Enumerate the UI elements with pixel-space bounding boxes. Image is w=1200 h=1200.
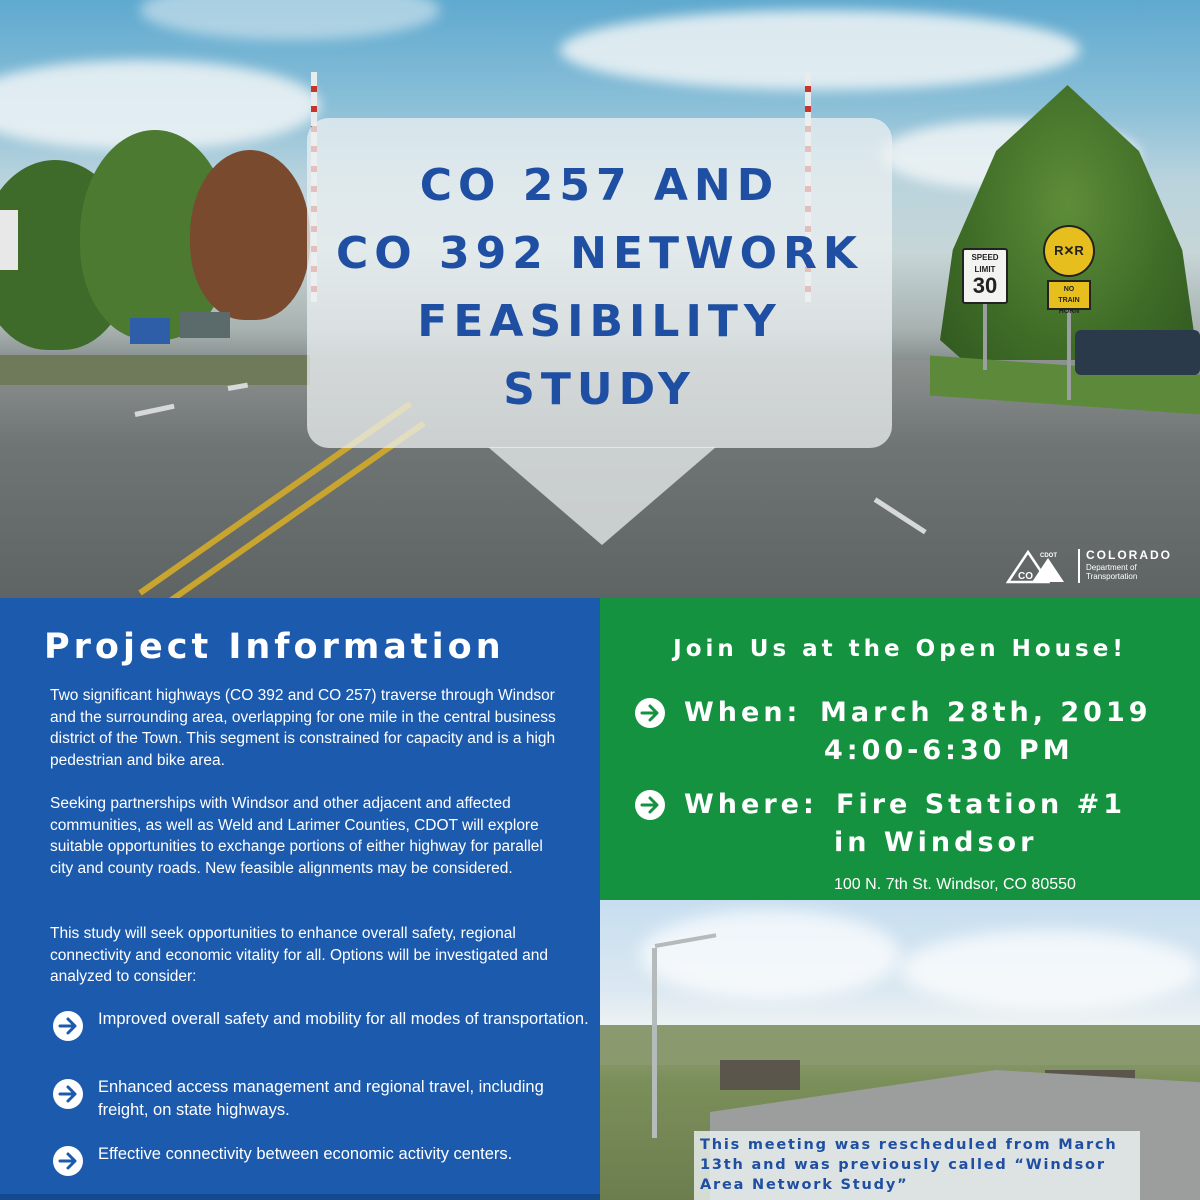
photo-cloud bbox=[900, 930, 1200, 1010]
napa-sign bbox=[130, 318, 170, 344]
title-bubble-tail bbox=[488, 447, 716, 545]
where-label: Where: bbox=[684, 789, 818, 820]
where-place-line1: Fire Station #1 bbox=[836, 789, 1127, 820]
speed-sign-value: 30 bbox=[972, 273, 998, 298]
page-title bbox=[307, 152, 892, 424]
open-house-heading: Join Us at the Open House! bbox=[673, 636, 1127, 662]
title-line-1: CO 257 AND bbox=[419, 160, 780, 211]
no-train-horn-sign bbox=[1047, 280, 1091, 315]
moreno-sign bbox=[180, 312, 230, 338]
bullet-text: Improved overall safety and mobility for all modes of transportation. bbox=[98, 1010, 589, 1028]
speed-sign-line2: LIMIT bbox=[974, 265, 996, 274]
bullet-text: Effective connectivity between economic activity centers. bbox=[98, 1145, 513, 1163]
paragraph-1: Two significant highways (CO 392 and CO 257) traverse through Windsor and the surrounding area, overlapping for one mile in the central business district of the Town. This segment is constrained for capacity and is a high pedestrian and bike area. bbox=[50, 687, 556, 769]
street-light-pole bbox=[652, 948, 657, 1138]
horn-sign-line1: NO bbox=[1063, 286, 1075, 293]
arrow-circle-right-icon bbox=[52, 1078, 84, 1110]
title-line-2: CO 392 NETWORK bbox=[336, 228, 863, 279]
horn-sign-line2: TRAIN HORN bbox=[1058, 297, 1080, 315]
grass-left bbox=[0, 355, 310, 385]
arrow-circle-right-icon bbox=[52, 1145, 84, 1177]
photo-house bbox=[720, 1060, 800, 1090]
title-line-4: STUDY bbox=[503, 364, 696, 415]
when-date: March 28th, 2019 bbox=[820, 697, 1152, 728]
address: 100 N. 7th St. Windsor, CO 80550 bbox=[834, 876, 1076, 893]
cdot-logo bbox=[1006, 546, 1181, 586]
cdot-mark-text: CO bbox=[1018, 571, 1033, 582]
arrow-circle-right-icon bbox=[634, 697, 666, 729]
logo-sub-line1: Department of bbox=[1086, 563, 1137, 572]
photo-cloud bbox=[640, 910, 900, 1000]
bullet-text: Enhanced access management and regional travel, including freight, on state highways. bbox=[98, 1078, 544, 1119]
cloud bbox=[140, 0, 440, 40]
cloud bbox=[560, 10, 1080, 90]
logo-subtitle bbox=[1086, 563, 1137, 581]
speed-sign-line1: SPEED bbox=[971, 253, 999, 262]
logo-name: COLORADO bbox=[1086, 548, 1172, 562]
when-time: 4:00-6:30 PM bbox=[824, 735, 1074, 766]
photo-field bbox=[600, 1025, 1200, 1065]
logo-sub-line2: Transportation bbox=[1086, 572, 1138, 581]
title-line-3: FEASIBILITY bbox=[417, 296, 782, 347]
parked-car bbox=[1075, 330, 1200, 375]
railroad-crossing-sign: R✕R bbox=[1043, 225, 1095, 277]
paragraph-2: Seeking partnerships with Windsor and other adjacent and affected communities, as well as Weld and Larimer Counties, CDOT will explore suitable opportunities to exchange portions of either highway for parallel city and county roads. New feasible alignments may be considered. bbox=[50, 795, 543, 877]
where-place-line2: in Windsor bbox=[834, 827, 1038, 858]
speed-limit-sign bbox=[962, 248, 1008, 304]
when-label: When: bbox=[684, 697, 802, 728]
paragraph-3: This study will seek opportunities to enhance overall safety, regional connectivity and economic vitality for all. Options will be investigated and analyzed to consider: bbox=[50, 925, 548, 985]
signpost bbox=[983, 300, 987, 370]
project-info-heading: Project Information bbox=[44, 627, 505, 667]
panel-bottom-stripe bbox=[0, 1194, 600, 1200]
cdot-abbr: CDOT bbox=[1040, 553, 1057, 559]
reschedule-note: This meeting was rescheduled from March 13th and was previously called “Windsor Area Network Study” bbox=[700, 1137, 1118, 1193]
signpost bbox=[1067, 305, 1071, 400]
sign-edge bbox=[0, 210, 18, 270]
logo-divider bbox=[1078, 549, 1080, 583]
arrow-circle-right-icon bbox=[52, 1010, 84, 1042]
cdot-logo-icon bbox=[1006, 548, 1072, 584]
arrow-circle-right-icon bbox=[634, 789, 666, 821]
